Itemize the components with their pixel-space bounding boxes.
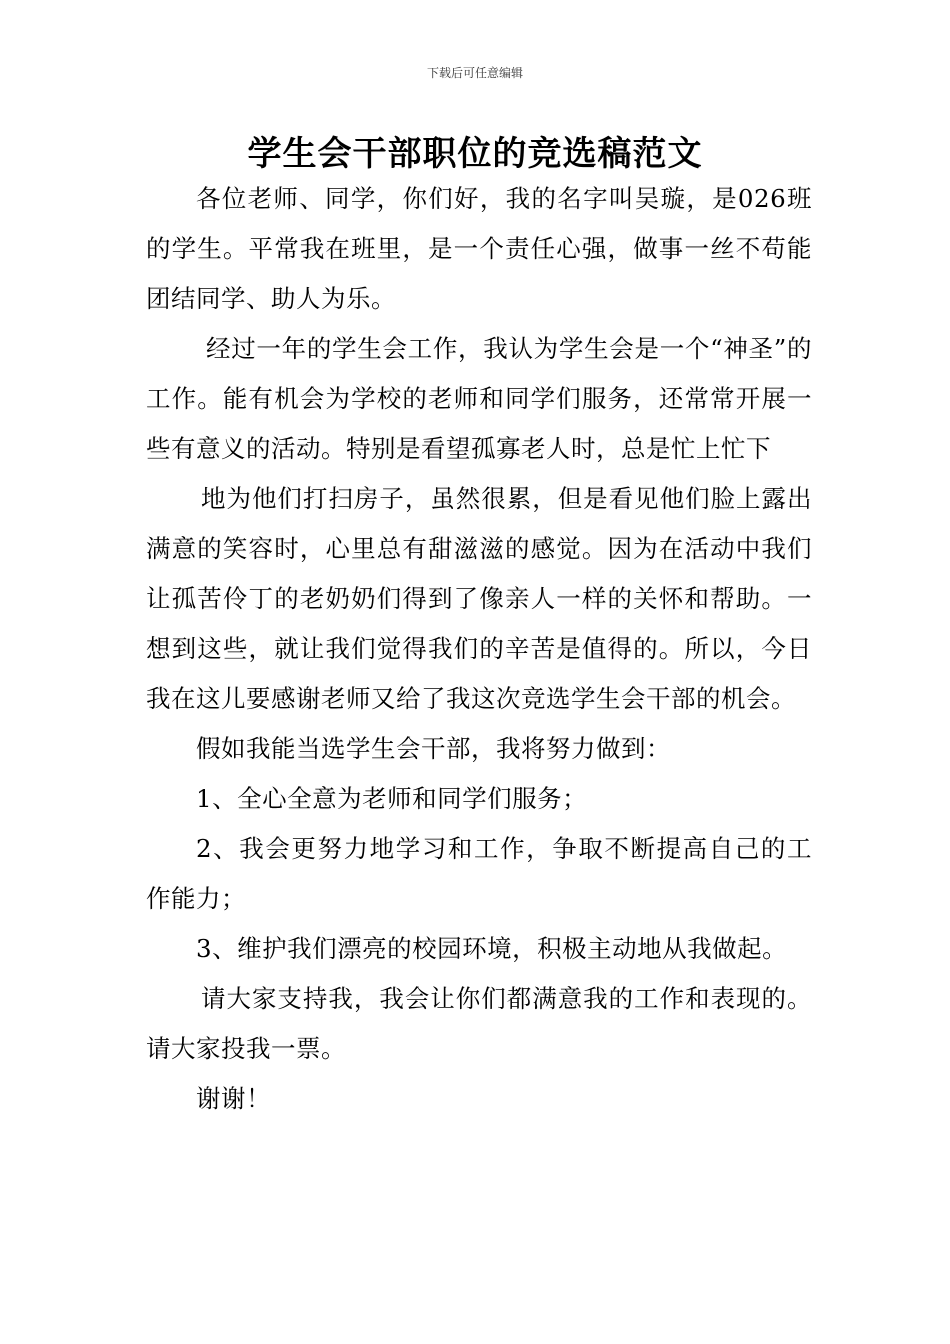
paragraph-introduction: 各位老师、同学，你们好，我的名字叫吴璇，是026班的学生。平常我在班里，是一个责任心强，做事一丝不苟能团结同学、助人为乐。 [146, 184, 812, 313]
pledge-item-2: 2、我会更努力地学习和工作，争取不断提高自己的工作能力； [146, 834, 812, 913]
pledge-item-1: 1、全心全意为老师和同学们服务； [196, 784, 588, 813]
paragraph-vote-request: 请大家支持我，我会让你们都满意我的工作和表现的。请大家投我一票。 [146, 984, 812, 1063]
paragraph-experience: 经过一年的学生会工作，我认为学生会是一个“神圣”的工作。能有机会为学校的老师和同学们服务，还常常开展一些有意义的活动。特别是看望孤寡老人时，总是忙上忙下 [146, 334, 812, 463]
document-body [146, 174, 812, 1124]
document-title: 学生会干部职位的竞选稿范文 [247, 134, 703, 174]
paragraph-thanks: 谢谢！ [196, 1084, 271, 1113]
header-note: 下载后可任意编辑 [426, 66, 523, 80]
paragraph-activities: 地为他们打扫房子，虽然很累，但是看见他们脸上露出满意的笑容时，心里总有甜滋滋的感觉。因为在活动中我们让孤苦伶丁的老奶奶们得到了像亲人一样的关怀和帮助。一想到这些，就让我们觉得我们的辛苦是值得的。所以，今日我在这儿要感谢老师又给了我这次竞选学生会干部的机会。 [146, 484, 812, 713]
pledge-item-3: 3、维护我们漂亮的校园环境，积极主动地从我做起。 [196, 934, 788, 963]
paragraph-pledge-intro: 假如我能当选学生会干部，我将努力做到： [196, 734, 671, 763]
